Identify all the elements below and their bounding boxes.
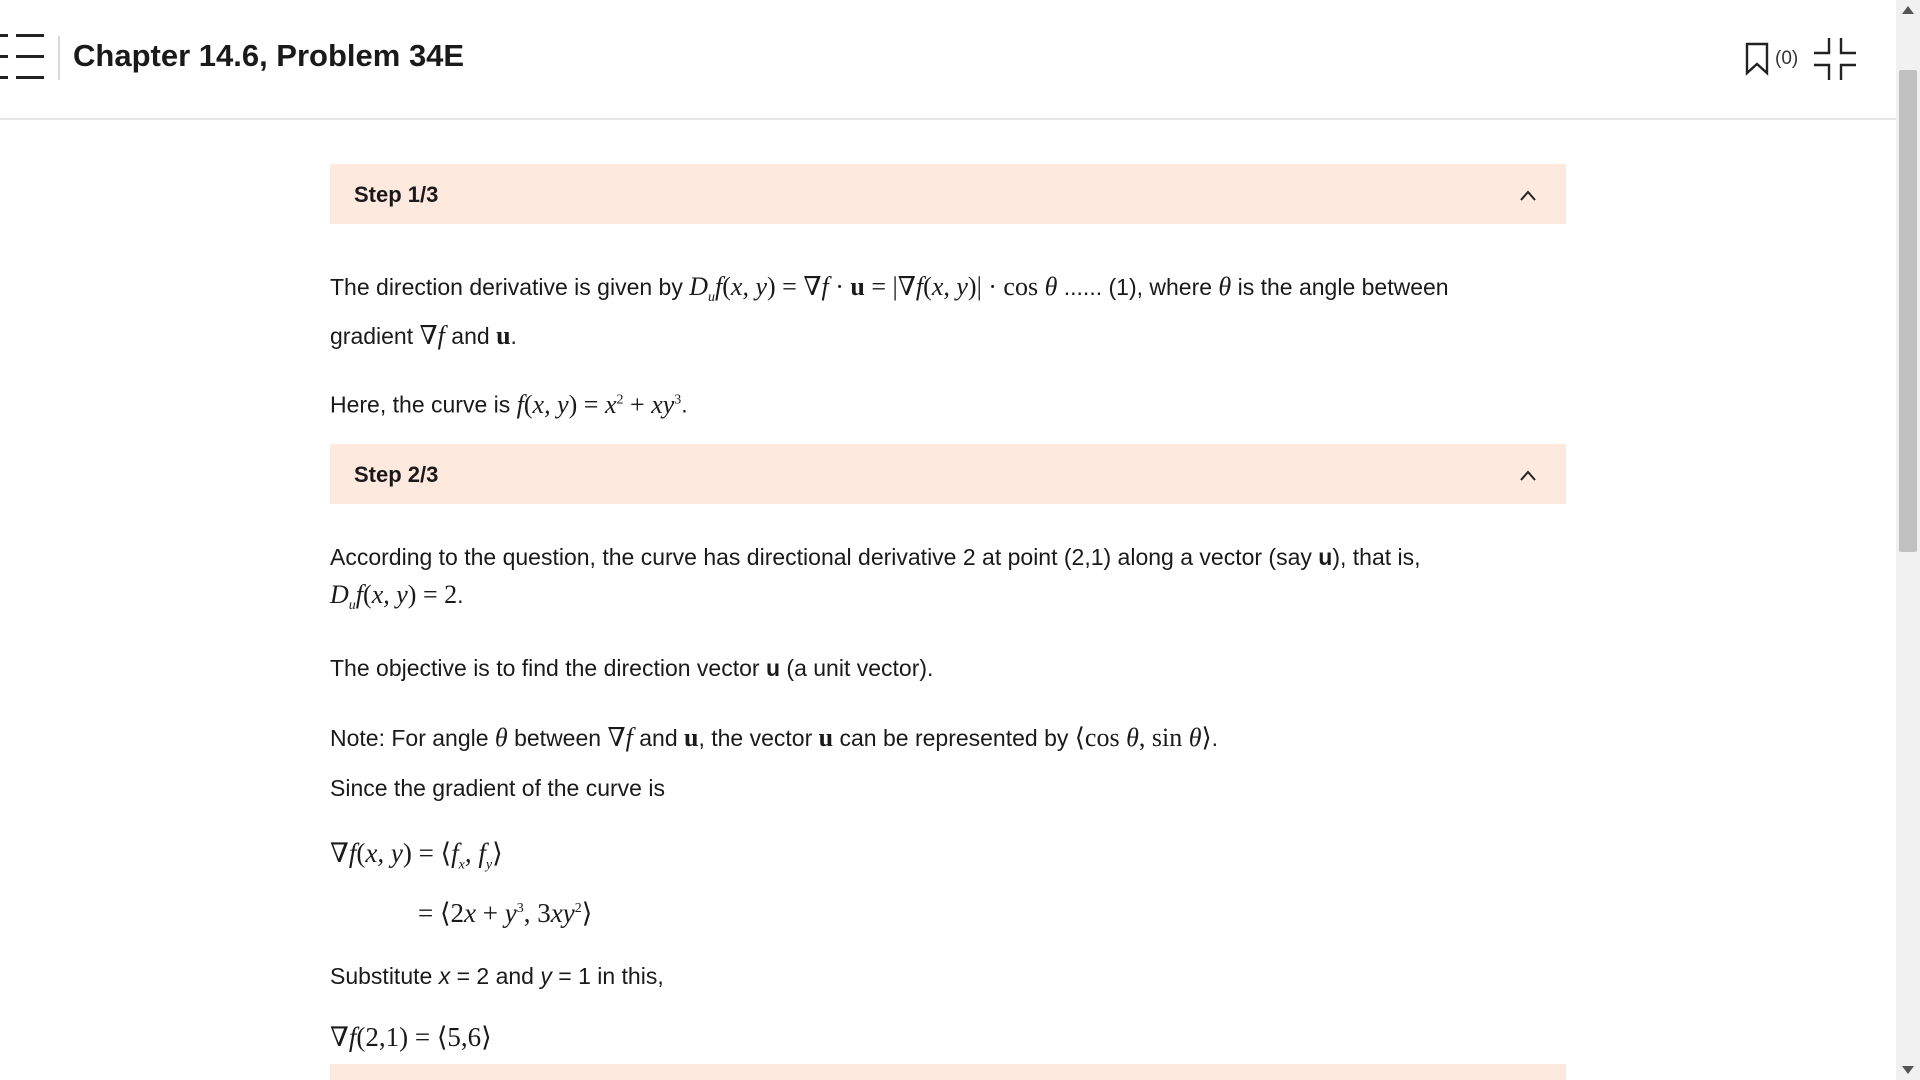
theta-symbol: θ	[494, 723, 508, 753]
solution-content	[330, 164, 1566, 1059]
theta-symbol: θ	[1218, 272, 1232, 301]
scroll-down-arrow-icon[interactable]	[1902, 1066, 1914, 1074]
step-1-body	[330, 224, 1566, 424]
gradient-equation-block	[330, 831, 1566, 935]
list-menu-icon[interactable]	[0, 30, 46, 84]
gradient-equation-line-1: ∇f(x, $y) = ⟨f_x$, $f_y⟩$	[330, 838, 503, 873]
vertical-scrollbar[interactable]	[1896, 0, 1920, 1080]
step-1-header[interactable]	[330, 164, 1566, 224]
scroll-up-arrow-icon[interactable]	[1902, 6, 1914, 14]
chevron-up-icon[interactable]	[1520, 188, 1536, 204]
vector-u-symbol: u	[818, 723, 834, 753]
step-1-title: Step 1/3	[354, 182, 439, 207]
step-1-paragraph-1: The direction derivative is given by $D_uf(x$, y) = ∇f · u = |∇f(x, y)| · cos θ ...... (1), where θ is the angle between gradient ∇f and u.	[330, 272, 1449, 351]
step-2-header[interactable]	[330, 444, 1566, 504]
header-divider	[58, 36, 60, 80]
bookmark-icon[interactable]	[1744, 42, 1770, 76]
directional-derivative-value: $D_uf(x$, y) = 2	[330, 579, 458, 614]
gradient-at-point-equation: ∇f(2,1) = ⟨5,6⟩	[330, 1022, 492, 1053]
bookmark-count: (0)	[1775, 48, 1799, 69]
step-1-paragraph-2: Here, the curve is f(x, $y) = x^2 + xy^3$.	[330, 389, 688, 419]
step-2-body	[330, 504, 1566, 1060]
step-2-title: Step 2/3	[354, 461, 439, 487]
vector-u-symbol: u	[684, 723, 699, 753]
exit-fullscreen-icon[interactable]	[1812, 36, 1858, 82]
step-2-paragraph-4: Since the gradient of the curve is	[330, 775, 665, 802]
step-2-paragraph-1: According to the question, the curve has directional derivative 2 at point (2,1) along a vector (say u), that is, $D_uf(x$, y) = 2.	[330, 543, 1421, 614]
gradient-symbol: ∇f	[419, 321, 445, 351]
step-2-paragraph-3: Note: For angle θ between ∇f and u, the vector u can be represented by ⟨cos θ, sin θ⟩.	[330, 723, 1219, 753]
scroll-thumb[interactable]	[1899, 70, 1917, 552]
vector-u-symbol: u	[496, 321, 511, 351]
unit-vector-form: ⟨cos θ, sin θ⟩	[1074, 723, 1212, 753]
chevron-up-icon[interactable]	[1520, 468, 1536, 484]
step-3-header-edge[interactable]	[330, 1064, 1566, 1080]
gradient-symbol: ∇f	[607, 723, 633, 753]
curve-equation: f(x, $y) = x^2 + xy^3$	[516, 389, 682, 419]
directional-derivative-formula: $D_uf(x$, y) = ∇f · u = |∇f(x, y)| · cos θ	[689, 272, 1058, 306]
step-2-paragraph-5: Substitute x = 2 and y = 1 in this,	[330, 963, 664, 990]
top-bar	[0, 0, 1896, 120]
page-title: Chapter 14.6, Problem 34E	[73, 38, 465, 73]
step-2-paragraph-2: The objective is to find the direction vector u (a unit vector).	[330, 655, 934, 682]
gradient-equation-line-2: = ⟨2x + $y^3$, $3xy^2⟩$	[418, 898, 593, 929]
